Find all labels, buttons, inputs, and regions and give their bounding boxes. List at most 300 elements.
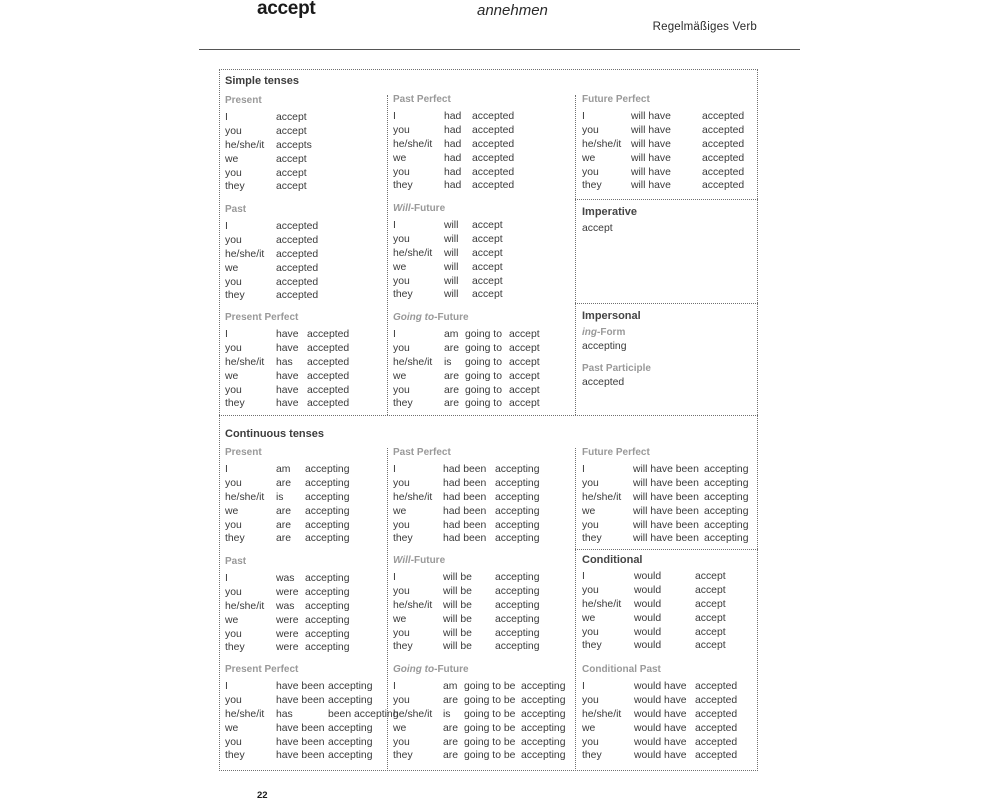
verb-form: are <box>444 384 460 396</box>
verb-form: accepted <box>695 750 738 762</box>
pronoun: they <box>225 398 245 410</box>
imperative-value: accept <box>582 223 613 234</box>
verb-form: going to <box>465 356 502 368</box>
tense-title-rest: -Future <box>434 312 469 323</box>
verb-form: accept <box>276 181 307 193</box>
conjugation-row <box>582 722 738 736</box>
section-title-simple: Simple tenses <box>225 75 299 87</box>
verb-form: had been <box>443 533 487 545</box>
conjugation-row <box>225 736 373 750</box>
verb-form: going to <box>465 342 502 354</box>
conjugation-row <box>582 477 749 491</box>
verb-form: would have <box>634 722 687 734</box>
verb-form: had been <box>443 519 487 531</box>
pronoun: you <box>225 384 242 396</box>
pronoun: I <box>393 681 396 692</box>
verb-form: accept <box>276 112 307 123</box>
pronoun: we <box>225 505 239 517</box>
pronoun: you <box>393 585 410 597</box>
pronoun: you <box>225 167 242 179</box>
verb-form: will be <box>443 585 472 597</box>
conjugation-row <box>225 708 399 722</box>
conjugation-row <box>582 584 726 598</box>
conjugation-row <box>393 505 540 519</box>
conditional <box>582 554 726 653</box>
verb-form: accepted <box>307 329 350 340</box>
verb-form: will have <box>631 180 671 192</box>
tense-title: Past <box>225 556 247 567</box>
tense-title: Present Perfect <box>225 312 299 323</box>
imperative-cell <box>582 206 637 236</box>
pronoun: you <box>225 628 242 640</box>
conjugation-row <box>582 519 749 533</box>
pronoun: we <box>393 152 407 164</box>
verb-form: accepting <box>495 477 540 489</box>
pronoun: I <box>393 329 396 340</box>
verb-form: going to be <box>464 736 516 748</box>
imperative-title: Imperative <box>582 206 638 218</box>
pronoun: they <box>582 533 602 545</box>
verb-form: accepting <box>305 505 350 517</box>
section-divider <box>219 415 758 416</box>
continuous-past-perfect <box>393 447 540 546</box>
verb-form: accepted <box>307 356 350 368</box>
pronoun: he/she/it <box>582 598 622 610</box>
pronoun: I <box>582 464 585 475</box>
verb-form: has <box>276 708 293 720</box>
translation: annehmen <box>477 2 548 19</box>
verb-form: accepting <box>704 464 749 475</box>
verb-form: will <box>444 247 459 259</box>
verb-form: accepted <box>276 276 319 288</box>
pronoun: he/she/it <box>225 139 265 151</box>
tense-title: Present <box>225 447 262 458</box>
continuous-going-to-future <box>393 664 566 763</box>
verb-form: were <box>276 642 299 654</box>
verb-form: would <box>634 640 662 652</box>
conjugation-row <box>225 722 373 736</box>
conjugation-row <box>225 153 307 167</box>
verb-form: accepted <box>695 681 738 692</box>
conjugation-row <box>225 680 373 694</box>
simple-going-to-future <box>393 312 540 411</box>
pronoun: I <box>393 464 396 475</box>
pronoun: I <box>225 112 228 123</box>
continuous-past <box>225 556 350 655</box>
verb-form: accept <box>509 398 540 410</box>
verb-form: accepted <box>702 111 745 122</box>
pronoun: I <box>225 681 228 692</box>
conjugation-row <box>582 532 749 546</box>
pronoun: he/she/it <box>393 356 433 368</box>
verb-form: will be <box>443 613 472 625</box>
pronoun: you <box>582 626 599 638</box>
conjugation-row <box>393 613 540 627</box>
verb-form: will have <box>631 111 671 122</box>
conjugation-row <box>393 219 503 233</box>
pronoun: we <box>582 505 596 517</box>
conjugation-row <box>393 694 566 708</box>
conjugation-row <box>582 179 745 193</box>
pronoun: they <box>225 642 245 654</box>
pronoun: they <box>393 641 413 653</box>
verb-form: will have <box>631 138 671 150</box>
conjugation-row <box>225 289 319 303</box>
verb-form: are <box>276 533 292 545</box>
cell-divider <box>575 199 758 200</box>
conjugation-row <box>225 477 350 491</box>
verb-form: have <box>276 342 299 354</box>
conjugation-row <box>393 233 503 247</box>
pronoun: they <box>393 533 413 545</box>
verb-form: would have <box>634 694 687 706</box>
pronoun: you <box>225 276 242 288</box>
verb-form: accepted <box>472 152 515 164</box>
tense-title: Past Perfect <box>393 94 451 105</box>
verb-form: are <box>276 477 292 489</box>
conjugation-row <box>393 749 566 763</box>
pronoun: we <box>393 722 407 734</box>
verb-form: are <box>443 750 459 762</box>
pronoun: we <box>393 261 407 273</box>
simple-past-perfect <box>393 94 515 193</box>
conjugation-row <box>225 262 319 276</box>
ing-form-title-em: ing <box>582 327 597 338</box>
conjugation-row <box>393 152 515 166</box>
conjugation-row <box>225 139 312 153</box>
pronoun: you <box>225 477 242 489</box>
verb-form: accepting <box>305 586 350 598</box>
verb-form: are <box>443 694 459 706</box>
pronoun: he/she/it <box>225 491 265 503</box>
pronoun: they <box>582 750 602 762</box>
conjugation-row <box>582 736 738 750</box>
verb-form: accepted <box>702 138 745 150</box>
tense-title: Future Perfect <box>582 447 650 458</box>
pronoun: he/she/it <box>393 599 433 611</box>
pronoun: we <box>225 370 239 382</box>
verb-form: going to be <box>464 722 516 734</box>
pronoun: he/she/it <box>582 708 622 720</box>
verb-form: accepting <box>495 572 540 583</box>
verb-form: had <box>444 111 462 122</box>
verb-form: accept <box>472 220 503 231</box>
conjugation-row <box>393 477 540 491</box>
verb-form: would <box>634 584 662 596</box>
conjugation-row <box>393 124 515 138</box>
verb-form: was <box>276 600 295 612</box>
pronoun: you <box>582 477 599 489</box>
verb-form: accepting <box>495 641 540 653</box>
conjugation-row <box>225 356 350 370</box>
verb-form: accepting <box>495 585 540 597</box>
verb-form: going to be <box>464 694 516 706</box>
pronoun: you <box>582 166 599 178</box>
pronoun: you <box>225 234 242 246</box>
verb-form: accepted <box>276 221 319 232</box>
tense-title: Past <box>225 204 247 215</box>
conjugation-row <box>582 505 749 519</box>
verb-form: accept <box>695 571 726 582</box>
page-number: 22 <box>257 790 268 801</box>
tense-title-rest: -Future <box>410 555 446 566</box>
conjugation-row <box>393 179 515 193</box>
verb-form: accepting <box>521 722 566 734</box>
tense-title: Present <box>225 95 262 106</box>
verb-form: accepting <box>305 533 350 545</box>
pronoun: they <box>225 290 245 302</box>
conjugation-row <box>225 220 319 234</box>
verb-form: had <box>444 152 462 164</box>
verb-form: would have <box>634 736 687 748</box>
verb-form: accept <box>509 356 540 368</box>
conjugation-row <box>393 288 503 302</box>
verb-form: accepting <box>305 642 350 654</box>
verb-form: have been <box>276 736 325 748</box>
simple-future-perfect <box>582 94 745 193</box>
pronoun: they <box>393 180 413 192</box>
simple-past <box>225 204 319 303</box>
verb-form: would have <box>634 681 687 692</box>
verb-form: accepting <box>305 491 350 503</box>
conjugation-row <box>225 248 319 262</box>
verb-form: accepting <box>305 628 350 640</box>
conjugation-row <box>393 261 503 275</box>
verb-form: accept <box>695 640 726 652</box>
conjugation-row <box>393 166 515 180</box>
verb-form: would have <box>634 750 687 762</box>
column-divider <box>575 95 576 415</box>
verb-form: accept <box>509 329 540 340</box>
tense-title <box>393 555 445 571</box>
cell-divider <box>575 303 758 304</box>
verb-form: accepted <box>276 248 319 260</box>
pronoun: they <box>393 398 413 410</box>
verb-form: am <box>443 681 458 692</box>
verb-form: accepting <box>521 681 566 692</box>
verb-form: accepting <box>305 573 350 584</box>
conjugation-row <box>393 736 566 750</box>
verb-form: accepts <box>276 139 312 151</box>
verb-form: going to <box>465 370 502 382</box>
verb-form: is <box>444 356 452 368</box>
pronoun: we <box>225 262 239 274</box>
verb-form: accepted <box>276 290 319 302</box>
conjugation-row <box>225 572 350 586</box>
conjugation-row <box>225 342 350 356</box>
simple-will-future <box>393 203 503 302</box>
verb-form: accepting <box>305 600 350 612</box>
conjugation-row <box>225 276 319 290</box>
verb-type-label: Regelmäßiges Verb <box>652 21 757 33</box>
pronoun: you <box>225 586 242 598</box>
verb-form: accepted <box>472 111 515 122</box>
verb-form: will have been <box>633 533 699 545</box>
conjugation-row <box>225 505 350 519</box>
conjugation-row <box>393 397 540 411</box>
verb-form: will have been <box>633 505 699 517</box>
verb-form: accepting <box>704 477 749 489</box>
tense-title <box>393 664 469 680</box>
pronoun: you <box>393 627 410 639</box>
verb-form: accept <box>695 612 726 624</box>
verb-form: accepting <box>305 464 350 475</box>
verb-form: going to be <box>464 681 516 692</box>
verb-form: accepted <box>472 138 515 150</box>
conjugation-row <box>582 491 749 505</box>
conjugation-row <box>393 110 515 124</box>
pronoun: I <box>582 571 585 582</box>
pronoun: we <box>393 613 407 625</box>
tense-title: Conditional Past <box>582 664 661 675</box>
pronoun: I <box>582 111 585 122</box>
conjugation-row <box>225 586 350 600</box>
verb-form: were <box>276 628 299 640</box>
pronoun: we <box>393 370 407 382</box>
pronoun: you <box>582 519 599 531</box>
simple-present <box>225 95 312 194</box>
conjugation-row <box>582 138 745 152</box>
column-divider <box>387 448 388 771</box>
verb-form: have been <box>276 722 325 734</box>
verb-form: accepting <box>328 736 373 748</box>
tense-title <box>393 312 469 328</box>
verb-form: accepting <box>521 736 566 748</box>
pronoun: you <box>393 233 410 245</box>
verb-form: will <box>444 261 459 273</box>
verb-form: accepting <box>495 613 540 625</box>
pronoun: he/she/it <box>393 247 433 259</box>
pronoun: you <box>582 694 599 706</box>
pronoun: they <box>393 750 413 762</box>
pronoun: they <box>393 289 413 301</box>
verb-form: had <box>444 124 462 136</box>
verb-form: are <box>443 736 459 748</box>
column-divider <box>387 95 388 415</box>
verb-form: will <box>444 275 459 287</box>
pronoun: he/she/it <box>582 491 622 503</box>
pronoun: you <box>225 125 242 137</box>
verb-form: accept <box>276 167 307 179</box>
conjugation-row <box>225 749 373 763</box>
verb-form: accept <box>472 261 503 273</box>
conjugation-row <box>225 397 350 411</box>
pronoun: you <box>225 519 242 531</box>
verb-form: were <box>276 586 299 598</box>
impersonal-cell <box>582 310 651 390</box>
conjugation-row <box>582 570 726 584</box>
verb-form: accepting <box>495 464 540 475</box>
verb-form: accepted <box>695 736 738 748</box>
pronoun: they <box>582 640 602 652</box>
pronoun: you <box>393 694 410 706</box>
conjugation-row <box>582 612 726 626</box>
verb-form: had been <box>443 491 487 503</box>
verb-form: would <box>634 598 662 610</box>
verb-form: been accepting <box>328 708 399 720</box>
verb-form: is <box>276 491 284 503</box>
pronoun: we <box>582 152 596 164</box>
verb-form: have been <box>276 750 325 762</box>
conjugation-row <box>225 694 373 708</box>
pronoun: we <box>225 153 239 165</box>
conjugation-row <box>225 641 350 655</box>
ing-form-title <box>582 326 651 340</box>
verb-form: had been <box>443 477 487 489</box>
verb-form: accepted <box>307 370 350 382</box>
pronoun: you <box>225 736 242 748</box>
cell-divider <box>575 549 758 550</box>
verb-form: accepting <box>495 599 540 611</box>
pronoun: we <box>582 722 596 734</box>
verb-form: was <box>276 573 295 584</box>
verb-form: accepting <box>495 533 540 545</box>
conjugation-row <box>225 111 307 125</box>
verb-form: accept <box>472 275 503 287</box>
conjugation-row <box>393 640 540 654</box>
pronoun: they <box>582 180 602 192</box>
verb-form: were <box>276 614 299 626</box>
pronoun: they <box>225 750 245 762</box>
pronoun: you <box>582 124 599 136</box>
conjugation-row <box>393 571 540 585</box>
verb-form: accepting <box>328 750 373 762</box>
verb-form: accepting <box>704 505 749 517</box>
conjugation-row <box>393 519 540 533</box>
tense-title-em: Going to <box>393 664 435 675</box>
verb-form: will <box>444 289 459 301</box>
conjugation-row <box>582 463 749 477</box>
conjugation-row <box>582 110 745 124</box>
verb-form: accept <box>276 153 307 165</box>
pronoun: I <box>393 220 396 231</box>
verb-form: accepted <box>702 152 745 164</box>
conjugation-row <box>393 356 540 370</box>
pronoun: I <box>393 572 396 583</box>
verb-form: accept <box>472 247 503 259</box>
tense-title-rest: -Future <box>410 203 446 214</box>
verb-form: going to <box>465 384 502 396</box>
verb-form: accepted <box>472 166 515 178</box>
verb-form: accepting <box>305 477 350 489</box>
conjugation-row <box>225 600 350 614</box>
verb-form: accepted <box>702 166 745 178</box>
verb-form: accepted <box>307 398 350 410</box>
verb-form: accepting <box>305 614 350 626</box>
conjugation-row <box>225 491 350 505</box>
verb-form: have been <box>276 681 325 692</box>
pronoun: we <box>225 614 239 626</box>
verb-form: accepted <box>695 708 738 720</box>
verb-form: going to be <box>464 750 516 762</box>
conjugation-row <box>225 463 350 477</box>
pronoun: we <box>582 612 596 624</box>
pronoun: I <box>225 329 228 340</box>
header-rule <box>199 49 800 50</box>
verb-form: are <box>443 722 459 734</box>
verb-form: will <box>444 233 459 245</box>
verb-form: am <box>276 464 291 475</box>
pronoun: we <box>225 722 239 734</box>
verb-form: have been <box>276 694 325 706</box>
verb-form: have <box>276 370 299 382</box>
verb-form: are <box>276 519 292 531</box>
verb-form: are <box>276 505 292 517</box>
pronoun: you <box>582 584 599 596</box>
verb-form: accepted <box>472 124 515 136</box>
column-divider <box>575 448 576 771</box>
verb-form: accepted <box>695 694 738 706</box>
